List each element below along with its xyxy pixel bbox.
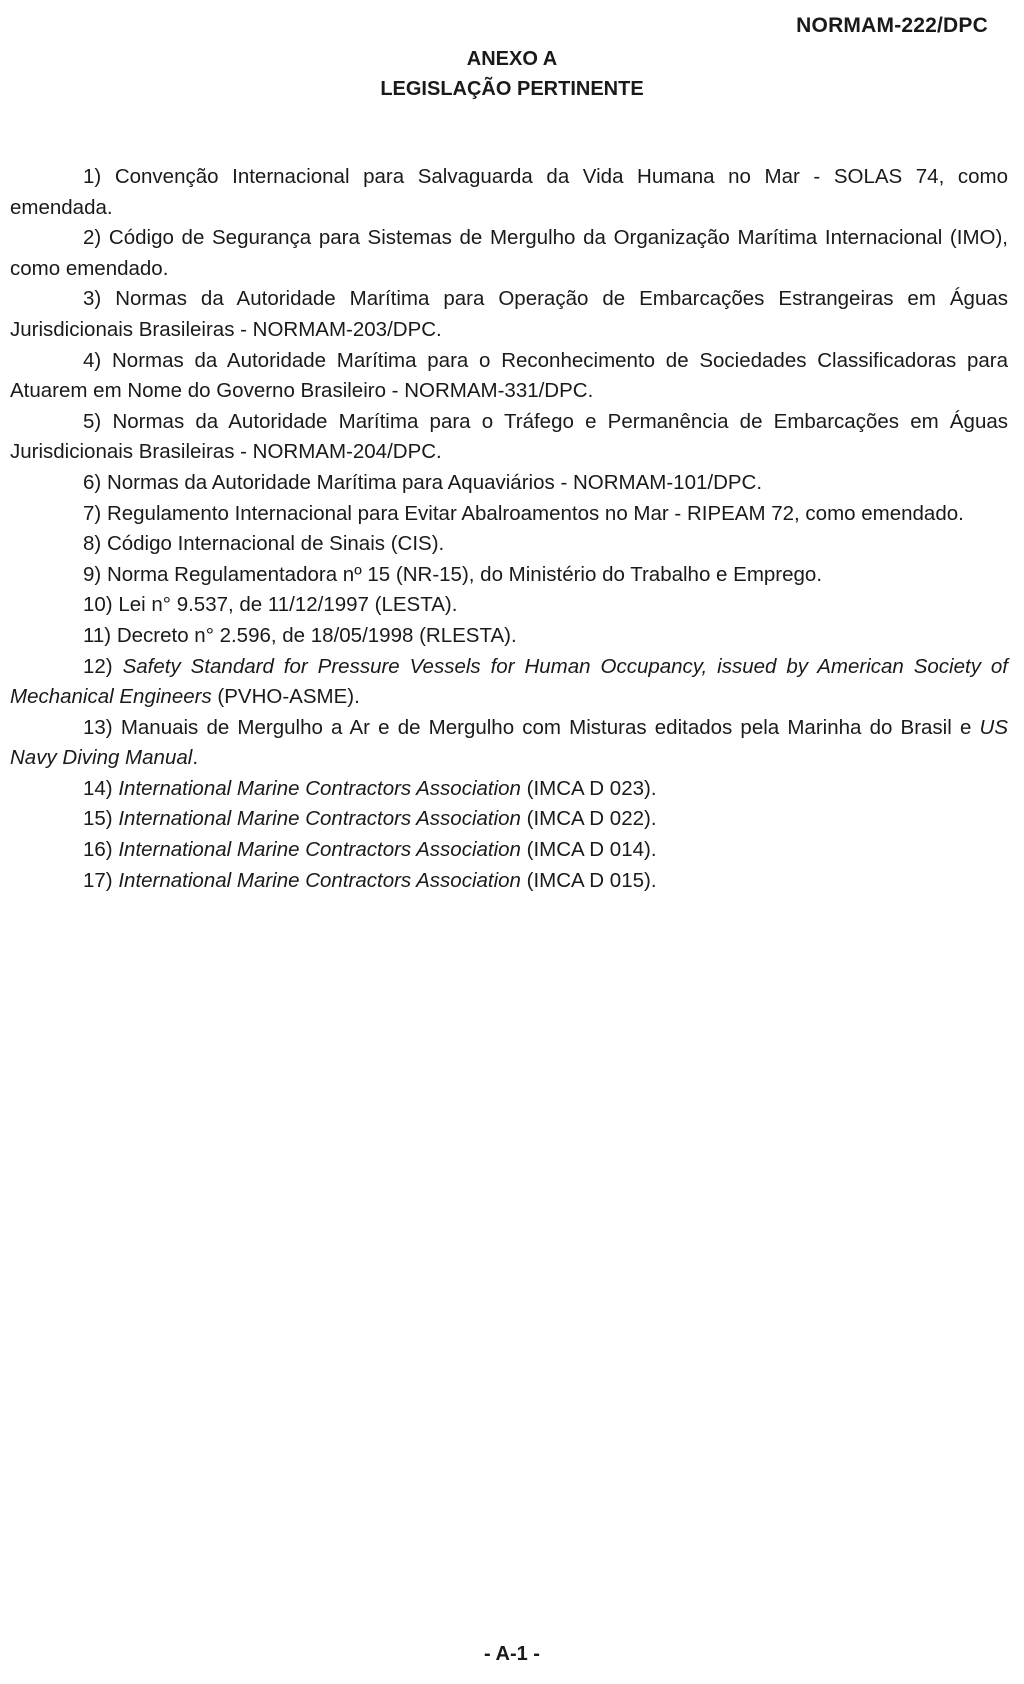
item-suffix: (IMCA D 022).: [526, 807, 657, 831]
list-item: [10, 804, 1008, 835]
list-item: [10, 866, 1008, 897]
item-number: 10): [83, 593, 113, 617]
item-number: 5): [83, 409, 102, 433]
item-text: Norma Regulamentadora nº 15 (NR-15), do Ministério do Trabalho e Emprego.: [106, 562, 823, 586]
item-text: Normas da Autoridade Marítima para o Reconhecimento de Sociedades Classificadoras para Atuarem em Nome do Governo Brasileiro - NORMAM-331/DPC.: [10, 348, 1008, 403]
page-number: - A-1 -: [484, 1643, 540, 1665]
item-text: Manuais de Mergulho a Ar e de Mergulho com Misturas editados pela Marinha do Brasil e: [120, 715, 972, 739]
item-number: 4): [83, 348, 102, 372]
item-text: Normas da Autoridade Marítima para Operação de Embarcações Estrangeiras em Águas Jurisdicionais Brasileiras - NORMAM-203/DPC.: [10, 287, 1008, 341]
item-number: 1): [83, 165, 102, 188]
item-number: 12): [83, 654, 113, 678]
item-text: Convenção Internacional para Salvaguarda da Vida Humana no Mar - SOLAS 74, como emendada.: [10, 165, 1008, 219]
item-number: 15): [83, 807, 113, 831]
item-text: Regulamento Internacional para Evitar Abalroamentos no Mar - RIPEAM 72, como emendado.: [106, 501, 964, 525]
list-item: [10, 590, 1008, 621]
title-block: [0, 44, 1024, 104]
item-text: Normas da Autoridade Marítima para Aquaviários - NORMAM-101/DPC.: [106, 470, 763, 494]
item-number: 16): [83, 838, 113, 862]
list-item: [10, 407, 1008, 468]
list-item: [10, 223, 1008, 284]
item-suffix: (PVHO-ASME).: [217, 685, 360, 709]
item-italic-title: International Marine Contractors Association: [118, 868, 521, 892]
item-suffix: (IMCA D 023).: [526, 776, 657, 800]
item-number: 8): [83, 532, 102, 556]
item-text: Normas da Autoridade Marítima para o Tráfego e Permanência de Embarcações em Águas Jurisdicionais Brasileiras - NORMAM-204/DPC.: [10, 409, 1008, 464]
item-text: Código de Segurança para Sistemas de Mergulho da Organização Marítima Internacional (IMO), como emendado.: [10, 226, 1008, 280]
item-text: Decreto n° 2.596, de 18/05/1998 (RLESTA).: [116, 623, 517, 647]
item-suffix: (IMCA D 014).: [526, 838, 657, 862]
item-number: 6): [83, 470, 102, 494]
list-item: [10, 499, 1008, 530]
list-item: [10, 774, 1008, 805]
item-number: 3): [83, 287, 102, 311]
item-text: Código Internacional de Sinais (CIS).: [106, 532, 445, 556]
list-item: [10, 284, 1008, 345]
item-number: 13): [83, 715, 113, 739]
list-item: [10, 560, 1008, 591]
list-item: [10, 468, 1008, 499]
item-number: 7): [83, 501, 102, 525]
item-number: 11): [83, 623, 112, 647]
item-italic-title: Safety Standard for Pressure Vessels for Human Occupancy, issued by American Society of Mechanical Engineers: [10, 654, 1008, 709]
item-number: 2): [83, 226, 102, 250]
list-item: [10, 713, 1008, 774]
item-number: 17): [83, 868, 113, 892]
section-title: LEGISLAÇÃO PERTINENTE: [380, 78, 644, 100]
item-italic-title: International Marine Contractors Association: [118, 807, 521, 831]
item-italic-title: US Navy Diving Manual: [10, 715, 1009, 770]
list-item: [10, 621, 1008, 652]
list-item: [10, 346, 1008, 407]
item-italic-title: International Marine Contractors Association: [118, 776, 521, 800]
annex-title: ANEXO A: [466, 48, 558, 70]
item-number: 14): [83, 776, 113, 800]
item-suffix: (IMCA D 015).: [526, 868, 657, 892]
item-italic-title: International Marine Contractors Association: [118, 838, 521, 862]
item-number: 9): [83, 562, 102, 586]
item-suffix: .: [192, 746, 199, 770]
item-text: Lei n° 9.537, de 11/12/1997 (LESTA).: [118, 593, 458, 617]
legislation-list: [10, 162, 1008, 896]
list-item: [10, 652, 1008, 713]
list-item: [10, 529, 1008, 560]
list-item: [10, 162, 1008, 223]
document-code: NORMAM-222/DPC: [796, 14, 988, 37]
list-item: [10, 835, 1008, 866]
